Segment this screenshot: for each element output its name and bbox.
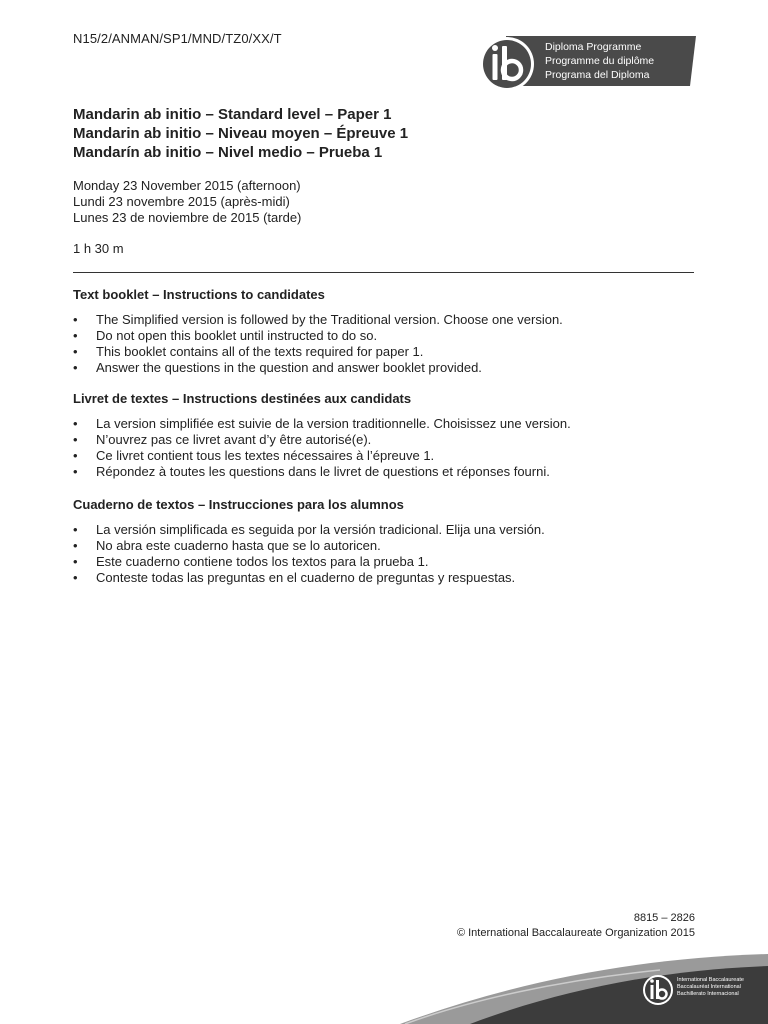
bullet-icon: • [73, 432, 78, 447]
footer-logo-line-fr: Baccalauréat International [677, 984, 741, 990]
title-en: Mandarin ab initio – Standard level – Paper 1 [73, 106, 392, 123]
list-item [73, 448, 693, 464]
list-item-text: No abra este cuaderno hasta que se lo autoricen. [96, 538, 381, 553]
bullet-icon: • [73, 538, 78, 553]
bullet-icon: • [73, 464, 78, 479]
list-item-text: Este cuaderno contiene todos los textos para la prueba 1. [96, 554, 429, 569]
instructions-en [73, 287, 693, 376]
list-item [73, 554, 693, 570]
list-item-text: Answer the questions in the question and answer booklet provided. [96, 360, 482, 375]
date-es: Lunes 23 de noviembre de 2015 (tarde) [73, 210, 302, 225]
title-es: Mandarín ab initio – Nivel medio – Prueba 1 [73, 144, 383, 161]
date-fr: Lundi 23 novembre 2015 (après-midi) [73, 194, 290, 209]
bullet-icon: • [73, 416, 78, 431]
footer-logo-line-es: Bachillerato Internacional [677, 991, 739, 997]
footer-swoosh [0, 940, 768, 1024]
instruction-list [73, 416, 693, 480]
list-item-text: N’ouvrez pas ce livret avant d’y être autorisé(e). [96, 432, 372, 447]
reference-code: N15/2/ANMAN/SP1/MND/TZ0/XX/T [73, 31, 282, 46]
instruction-list [73, 312, 693, 376]
bullet-icon: • [73, 328, 78, 343]
date-en: Monday 23 November 2015 (afternoon) [73, 178, 301, 193]
bullet-icon: • [73, 554, 78, 569]
copyright: © International Baccalaureate Organization 2015 [456, 927, 695, 939]
bullet-icon: • [73, 570, 78, 585]
bullet-icon: • [73, 360, 78, 375]
list-item [73, 464, 693, 480]
exam-dates [73, 178, 301, 226]
list-item [73, 538, 693, 554]
section-heading: Text booklet – Instructions to candidates [73, 287, 325, 302]
list-item [73, 432, 693, 448]
list-item [73, 416, 693, 432]
paper-titles [73, 105, 408, 162]
list-item [73, 328, 693, 344]
divider [73, 272, 694, 273]
list-item [73, 344, 693, 360]
list-item-text: Conteste todas las preguntas en el cuaderno de preguntas y respuestas. [96, 570, 516, 585]
instructions-es [73, 497, 693, 586]
section-heading: Cuaderno de textos – Instrucciones para los alumnos [73, 497, 404, 512]
logo-line-es: Programa del Diploma [545, 69, 650, 81]
list-item-text: Do not open this booklet until instructed to do so. [96, 328, 378, 343]
list-item-text: This booklet contains all of the texts required for paper 1. [96, 344, 424, 359]
instructions-fr [73, 391, 693, 480]
footer-logo-line-en: International Baccalaureate [677, 977, 744, 983]
title-fr: Mandarin ab initio – Niveau moyen – Épreuve 1 [73, 125, 409, 142]
ib-footer-logo-text [677, 977, 744, 998]
list-item-text: Répondez à toutes les questions dans le livret de questions et réponses fourni. [96, 464, 550, 479]
diploma-programme-logo [478, 36, 696, 90]
bullet-icon: • [73, 448, 78, 463]
ib-logo-icon [643, 975, 673, 1005]
list-item [73, 522, 693, 538]
document-code: 8815 – 2826 [633, 912, 695, 924]
exam-duration: 1 h 30 m [73, 241, 124, 256]
list-item [73, 312, 693, 328]
bullet-icon: • [73, 312, 78, 327]
list-item-text: The Simplified version is followed by the Traditional version. Choose one version. [96, 312, 563, 327]
list-item-text: La versión simplificada es seguida por la versión tradicional. Elija una versión. [96, 522, 545, 537]
list-item [73, 360, 693, 376]
list-item-text: Ce livret contient tous les textes nécessaires à l’épreuve 1. [96, 448, 435, 463]
logo-line-fr: Programme du diplôme [545, 55, 655, 67]
section-heading: Livret de textes – Instructions destinées aux candidats [73, 391, 412, 406]
list-item [73, 570, 693, 586]
instruction-list [73, 522, 693, 586]
list-item-text: La version simplifiée est suivie de la version traditionnelle. Choisissez une version. [96, 416, 571, 431]
bullet-icon: • [73, 522, 78, 537]
logo-line-en: Diploma Programme [545, 41, 642, 53]
bullet-icon: • [73, 344, 78, 359]
